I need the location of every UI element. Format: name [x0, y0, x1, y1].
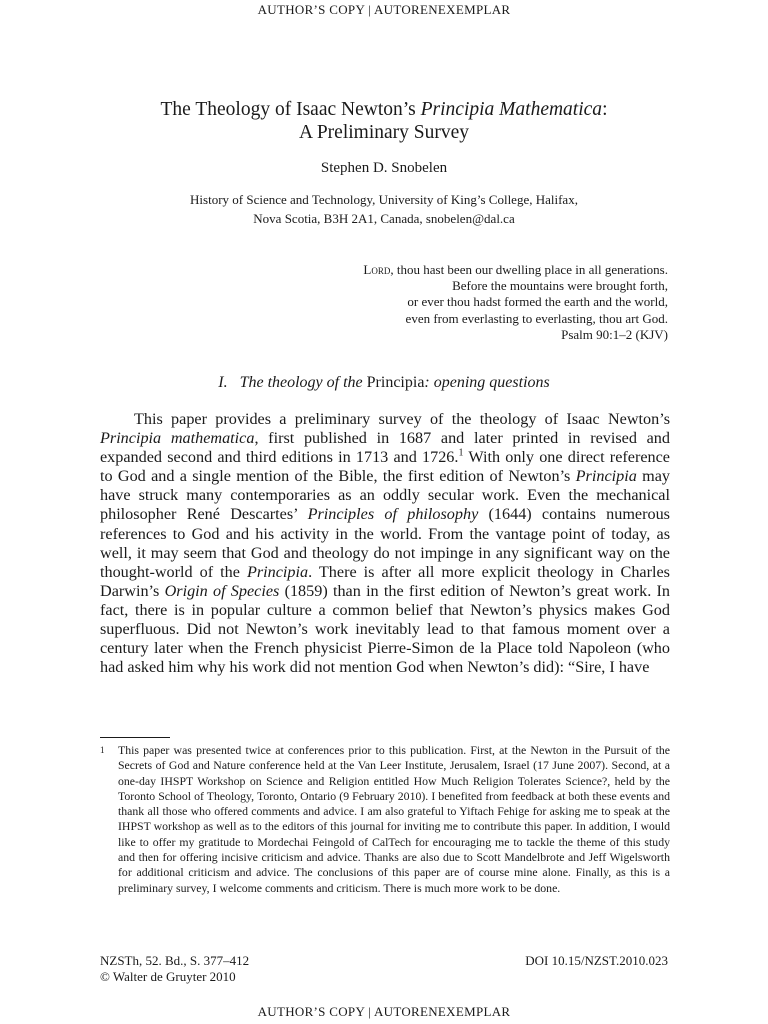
author-copy-banner-top: AUTHOR’S COPY | AUTORENEXEMPLAR [257, 2, 511, 17]
body-italic-run: Principia mathematica [100, 429, 255, 448]
journal-info: NZSTh, 52. Bd., S. 377–412 [100, 953, 250, 968]
affiliation-line1: History of Science and Technology, University of King’s College, Halifax, [190, 192, 578, 207]
copyright-notice: © Walter de Gruyter 2010 [100, 969, 236, 984]
body-italic-run: Origin of Species [164, 581, 280, 600]
epigraph [363, 262, 668, 343]
body-text-run: may have struck many contemporaries as an oddly secular work. Even the mechanical philosopher René Descartes’ [100, 467, 670, 524]
title-line1-suffix: : [602, 99, 608, 120]
epigraph-lord: Lord [363, 262, 391, 277]
author-name: Stephen D. Snobelen [320, 160, 448, 176]
body-text-run: (1644) contains numerous references to God and his activity in the world. From the vantage point of today, as well, it may seem that God and theology do not impinge in any significant way on the thought-world of the [100, 505, 670, 581]
section-title-roman: Principia [366, 374, 425, 391]
footnote-divider [100, 737, 170, 738]
body-text [100, 410, 670, 677]
body-italic-run: Principia [246, 562, 309, 581]
footnote [100, 743, 670, 896]
epigraph-line3: or ever thou hadst formed the earth and the world, [407, 294, 668, 310]
title-line1-italic: Principia Mathematica [420, 99, 603, 120]
footnote-mark: 1 [100, 745, 105, 755]
section-title-italic2: : opening questions [424, 374, 550, 391]
author-affiliation [0, 190, 768, 228]
epigraph-line2: Before the mountains were brought forth, [452, 278, 668, 294]
journal-citation [100, 953, 249, 985]
body-text-run: With only one direct reference to God and a single mention of the Bible, the first edition of Newton’s [100, 448, 670, 486]
body-text-run: (1859) than in the first edition of Newton’s great work. In fact, there is in popular culture a common belief that Newton’s physics makes God superfluous. Did not Newton’s work inevitably lead to that famous moment over a century later when the French physicist Pierre-Simon de la Place told Napoleon (who had asked him why his work did not mention God when Newton’s did): “Sire, I have [100, 581, 670, 677]
affiliation-line2: Nova Scotia, B3H 2A1, Canada, snobelen@dal.ca [253, 211, 515, 226]
epigraph-line1: , thou hast been our dwelling place in all generations. [390, 262, 668, 277]
epigraph-line4: even from everlasting to everlasting, thou art God. [405, 310, 668, 326]
body-text-run: . There is after all more explicit theology in Charles Darwin’s [100, 562, 670, 600]
doi[interactable]: DOI 10.15/NZST.2010.023 [525, 953, 668, 968]
title-line2: A Preliminary Survey [298, 122, 470, 143]
body-italic-run: Principles of philosophy [307, 505, 479, 524]
section-number: I. [218, 374, 228, 391]
section-title-italic1: The theology of the [239, 374, 363, 391]
paper-title [0, 98, 768, 144]
section-heading [0, 374, 768, 392]
title-line1-prefix: The Theology of Isaac Newton’s [160, 99, 421, 120]
body-text-run: , first published in 1687 and later printed in revised and expanded second and third editions in 1713 and 1726. [100, 429, 670, 467]
footnote-text: This paper was presented twice at conferences prior to this publication. First, at the Newton in the Pursuit of the Secrets of God and Nature conference held at the Van Leer Institute, Jerusalem, Israel (17 June 2007). Second, at a one-day IHSPT Workshop on Science and Religion entitled How Much Religion Tolerates Science?, held by the Toronto School of Theology, Toronto, Ontario (9 February 2010). I benefited from feedback at both these events and thank all those who offered comments and advice. I am also grateful to Yiftach Fehige for asking me to speak at the IHPST workshop as well as to the editors of this journal for inviting me to contribute this paper. In addition, I would like to offer my gratitude to Mordechai Feingold of CalTech for encouraging me to tackle the theme of this study and then for offering incisive criticism and advice. Thanks are also due to Scott Mandelbrote and Jeff Wigelsworth for additional criticism and advice. The conclusions of this paper are of course mine alone. Finally, as this is a preliminary survey, I welcome comments and criticism. There is much more work to be done. [118, 743, 670, 895]
epigraph-citation: Psalm 90:1–2 (KJV) [561, 326, 668, 342]
body-paragraph [100, 410, 670, 677]
body-text-run: This paper provides a preliminary survey of the theology of Isaac Newton’s [134, 410, 670, 428]
footnote-reference[interactable]: 1 [458, 447, 464, 459]
author-copy-banner-bottom: AUTHOR’S COPY | AUTORENEXEMPLAR [257, 1004, 511, 1019]
body-italic-run: Principia [575, 467, 637, 486]
